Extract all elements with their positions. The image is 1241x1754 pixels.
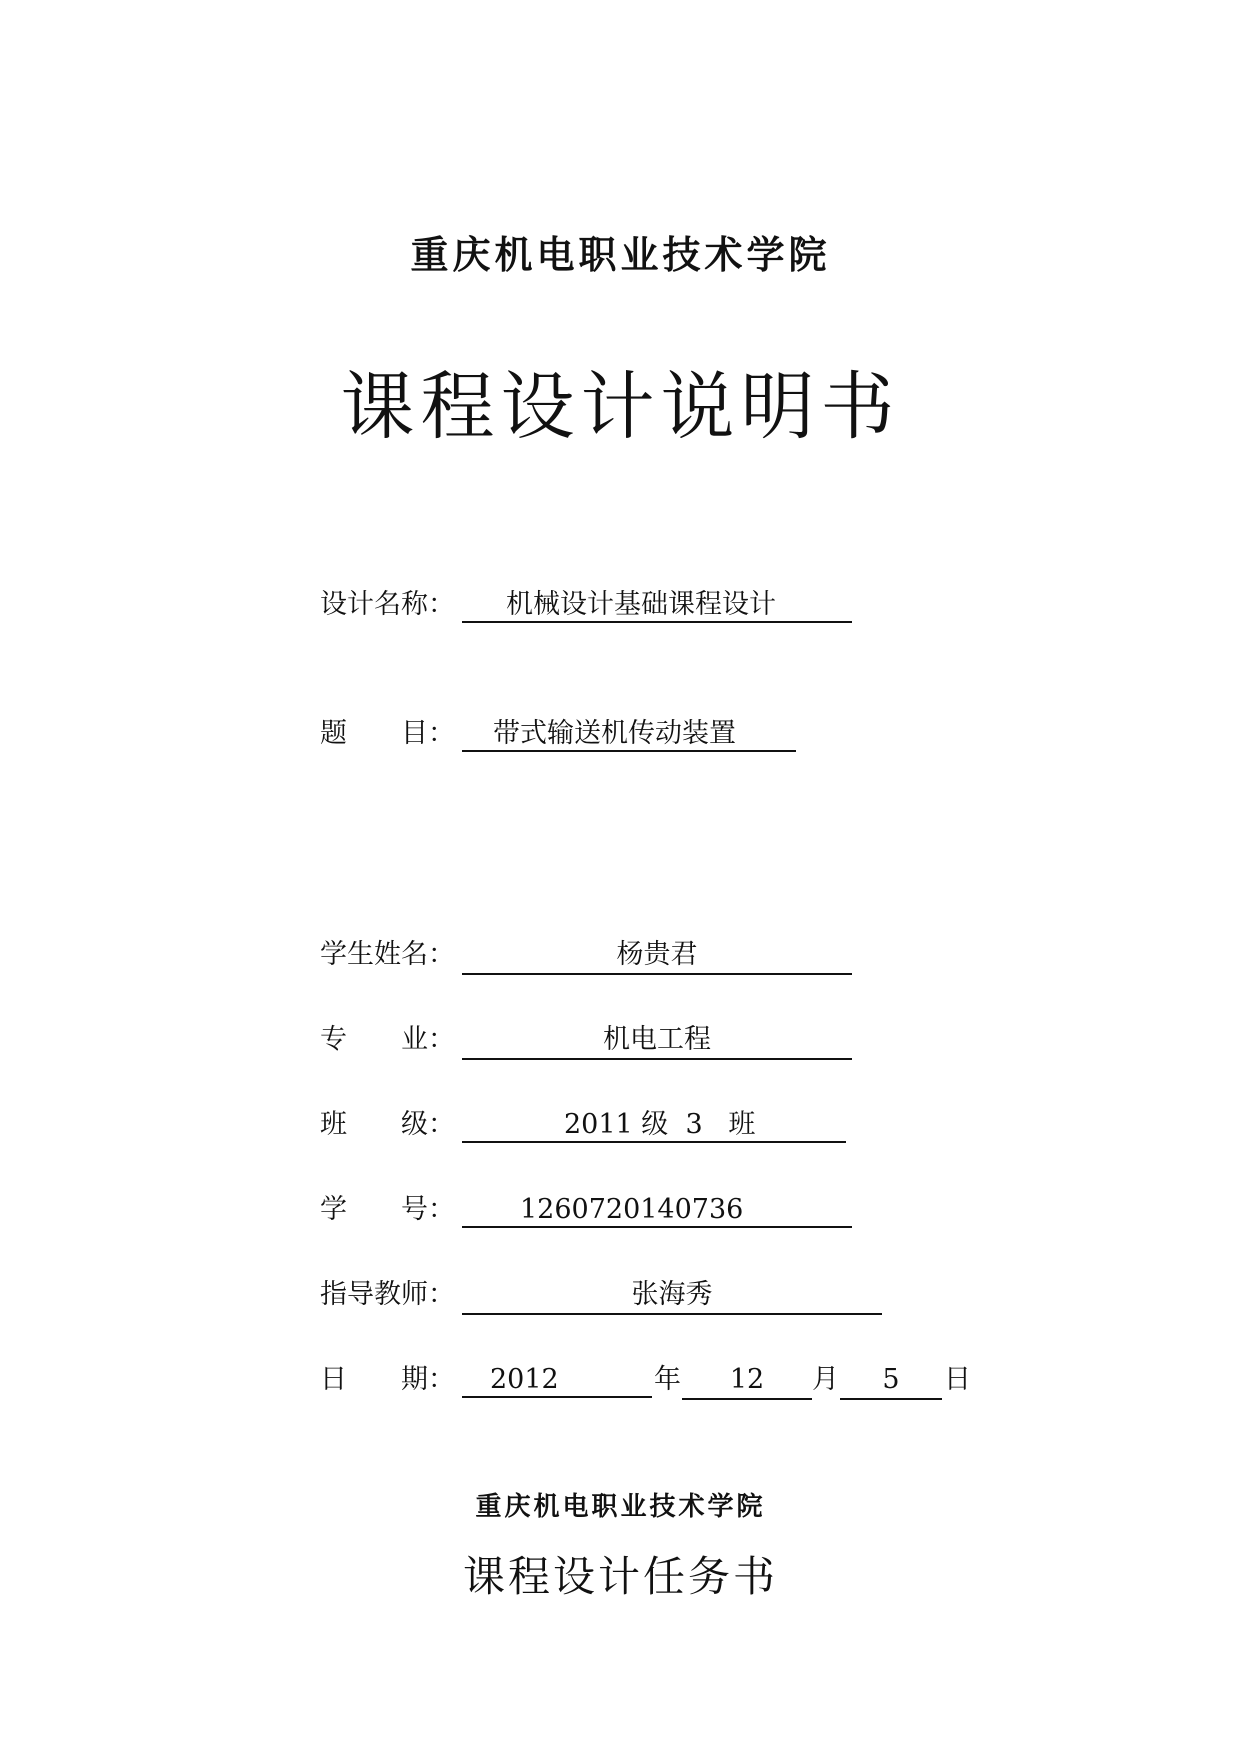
date-month-value: 12	[682, 1360, 812, 1400]
student-id-label: 学 号：	[320, 1194, 455, 1225]
school-name-header: 重庆机电职业技术学院	[410, 232, 831, 277]
advisor-value: 张海秀	[462, 1275, 882, 1315]
task-book-title: 课程设计任务书	[462, 1552, 778, 1601]
date-year-value: 2012	[462, 1360, 652, 1398]
date-day-value: 5	[840, 1360, 942, 1400]
date-year-unit: 年	[654, 1364, 681, 1395]
class-value: 2011 级 3 班	[462, 1105, 846, 1143]
date-month-unit: 月	[812, 1364, 839, 1395]
page-title: 课程设计说明书	[340, 364, 901, 450]
major-value: 机电工程	[462, 1020, 852, 1060]
advisor-label: 指导教师：	[320, 1279, 455, 1310]
student-name-value: 杨贵君	[462, 935, 852, 975]
major-label: 专 业：	[320, 1024, 455, 1055]
design-name-label: 设计名称：	[320, 589, 455, 620]
design-name-value: 机械设计基础课程设计	[462, 585, 852, 623]
school-name-footer: 重庆机电职业技术学院	[475, 1492, 766, 1522]
student-id-value: 1260720140736	[462, 1190, 852, 1228]
topic-value: 带式输送机传动装置	[462, 714, 796, 752]
class-label: 班 级：	[320, 1109, 455, 1140]
date-day-unit: 日	[944, 1364, 971, 1395]
student-name-label: 学生姓名：	[320, 939, 455, 970]
topic-label: 题 目：	[320, 718, 455, 749]
date-label: 日 期：	[320, 1364, 455, 1395]
